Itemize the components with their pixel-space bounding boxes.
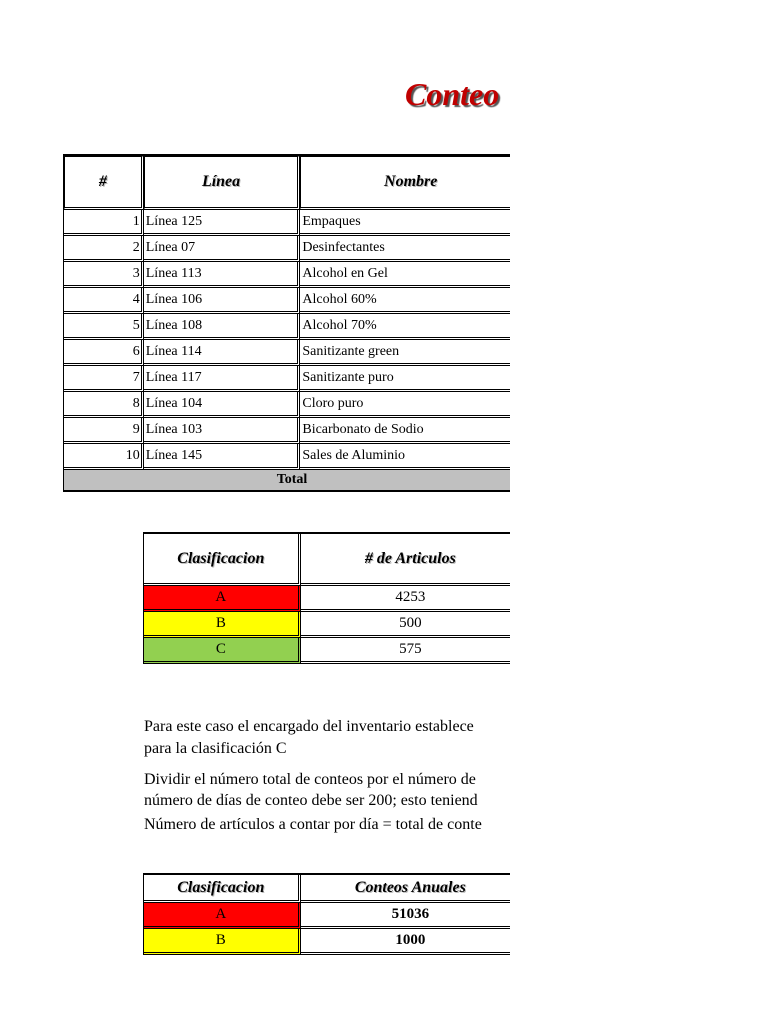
row-number: 7	[64, 366, 144, 392]
row-nombre: Alcohol en Gel	[300, 262, 510, 288]
paragraph-3-line-1: Número de artículos a contar por día = total de conte	[144, 816, 482, 833]
row-number: 6	[64, 340, 144, 366]
classification-table	[143, 532, 510, 664]
paragraph-1-line-2: para la clasificación C	[144, 740, 287, 757]
row-linea: Línea 113	[144, 262, 301, 288]
table-row	[144, 903, 510, 929]
row-number: 10	[64, 444, 144, 470]
annual-label-b: B	[144, 929, 301, 955]
table-row	[144, 929, 510, 955]
table-row	[64, 236, 510, 262]
annual-value-b: 1000	[301, 929, 510, 955]
row-linea: Línea 125	[144, 210, 301, 236]
row-nombre: Sanitizante green	[300, 340, 510, 366]
class-value-b: 500	[301, 612, 510, 638]
row-number: 4	[64, 288, 144, 314]
row-number: 1	[64, 210, 144, 236]
row-nombre: Desinfectantes	[300, 236, 510, 262]
row-linea: Línea 145	[144, 444, 301, 470]
table-header-row	[64, 156, 510, 210]
lines-table	[63, 154, 510, 492]
table-row	[64, 418, 510, 444]
header-linea: Línea	[144, 156, 301, 210]
table-row	[144, 638, 510, 664]
table-row	[64, 366, 510, 392]
table-row	[144, 586, 510, 612]
class-value-c: 575	[301, 638, 510, 664]
row-number: 8	[64, 392, 144, 418]
table-row	[64, 444, 510, 470]
total-label: Total	[64, 470, 510, 492]
row-nombre: Sales de Aluminio	[300, 444, 510, 470]
row-nombre: Cloro puro	[300, 392, 510, 418]
table-header-row	[144, 875, 510, 903]
table-header-row	[144, 534, 510, 586]
paragraph-2-line-1: Dividir el número total de conteos por el número de	[144, 771, 476, 788]
annual-label-a: A	[144, 903, 301, 929]
row-linea: Línea 106	[144, 288, 301, 314]
header-number: #	[64, 156, 144, 210]
table-row	[144, 612, 510, 638]
header-nombre: Nombre	[300, 156, 510, 210]
row-nombre: Alcohol 60%	[300, 288, 510, 314]
header-conteos-anuales: Conteos Anuales	[301, 875, 510, 903]
table-row	[64, 340, 510, 366]
annual-counts-table	[143, 873, 510, 955]
row-linea: Línea 07	[144, 236, 301, 262]
paragraph-2-line-2: número de días de conteo debe ser 200; esto teniend	[144, 792, 478, 809]
class-label-c: C	[144, 638, 301, 664]
table-row	[64, 210, 510, 236]
row-number: 2	[64, 236, 144, 262]
table-row	[64, 314, 510, 340]
paragraph-1-line-1: Para este caso el encargado del inventario establece	[144, 718, 474, 735]
header-articulos: # de Articulos	[301, 534, 510, 586]
row-nombre: Alcohol 70%	[300, 314, 510, 340]
total-row	[64, 470, 510, 492]
class-label-a: A	[144, 586, 301, 612]
row-nombre: Sanitizante puro	[300, 366, 510, 392]
class-value-a: 4253	[301, 586, 510, 612]
row-linea: Línea 104	[144, 392, 301, 418]
row-linea: Línea 114	[144, 340, 301, 366]
header-clasificacion: Clasificacion	[144, 875, 301, 903]
page-title: Conteo	[405, 76, 500, 112]
table-row	[64, 262, 510, 288]
row-linea: Línea 103	[144, 418, 301, 444]
row-nombre: Bicarbonato de Sodio	[300, 418, 510, 444]
row-nombre: Empaques	[300, 210, 510, 236]
row-number: 9	[64, 418, 144, 444]
table-row	[64, 288, 510, 314]
row-number: 3	[64, 262, 144, 288]
row-linea: Línea 117	[144, 366, 301, 392]
annual-value-a: 51036	[301, 903, 510, 929]
row-linea: Línea 108	[144, 314, 301, 340]
table-row	[64, 392, 510, 418]
class-label-b: B	[144, 612, 301, 638]
row-number: 5	[64, 314, 144, 340]
header-clasificacion: Clasificacion	[144, 534, 301, 586]
